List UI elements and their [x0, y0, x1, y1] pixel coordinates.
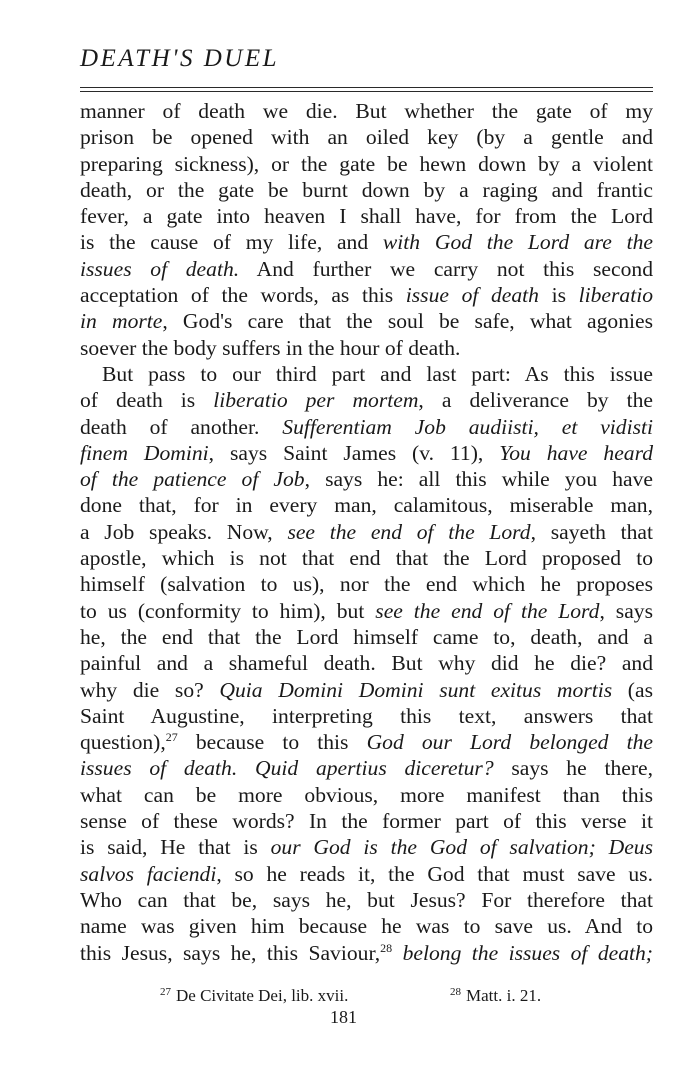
text-line: fever, a gate into heaven I shall have, for from the Lord [80, 204, 653, 229]
page-number: 181 [330, 1007, 357, 1027]
text-line: done that, for in every man, calamitous, miserable man, [80, 493, 653, 518]
footnote-28 [450, 986, 541, 1006]
running-head: DEATH'S DUEL [80, 45, 280, 72]
header-rule-bottom [80, 91, 653, 92]
body-text [80, 98, 653, 966]
text-line: of death is liberatio per mortem, a deliverance by the [80, 388, 653, 413]
footnote-27 [160, 986, 348, 1006]
text-line: he, the end that the Lord himself came to, death, and a [80, 624, 653, 649]
text-line: death, or the gate be burnt down by a raging and frantic [80, 177, 653, 202]
text-line: why die so? Quia Domini Domini sunt exitus mortis (as [80, 677, 653, 702]
text-line: soever the body suffers in the hour of death. [80, 335, 461, 360]
text-line: acceptation of the words, as this issue of death is liberatio [80, 283, 653, 308]
text-line: death of another. Sufferentiam Job audiisti, et vidisti [80, 414, 653, 439]
text-line: is said, He that is our God is the God of salvation; Deus [80, 835, 653, 860]
text-line: prison be opened with an oiled key (by a gentle and [80, 125, 653, 150]
text-line: preparing sickness), or the gate be hewn down by a violent [80, 151, 653, 176]
text-line: apostle, which is not that end that the Lord proposed to [80, 546, 653, 571]
text-line: name was given him because he was to save us. And to [80, 914, 653, 939]
text-line: is the cause of my life, and with God the Lord are the [80, 230, 653, 255]
text-line: in morte, God's care that the soul be safe, what agonies [80, 309, 653, 334]
text-line: Who can that be, says he, but Jesus? For therefore that [80, 887, 653, 912]
footnote-ref-28[interactable]: 28 [380, 940, 393, 955]
footnote-text: De Civitate Dei, lib. xvii. [176, 986, 349, 1005]
text-line: issues of death. Quid apertius diceretur? says he there, [80, 756, 653, 781]
text-line: what can be more obvious, more manifest than this [80, 782, 653, 807]
header-rule-top [80, 87, 653, 88]
text-line: of the patience of Job, says he: all this while you have [80, 467, 653, 492]
text-line: a Job speaks. Now, see the end of the Lord, sayeth that [80, 519, 653, 544]
text-line: salvos faciendi, so he reads it, the God that must save us. [80, 861, 653, 886]
text-line: painful and a shameful death. But why did he die? and [80, 651, 653, 676]
text-line: question),$^{27}$ because to this God our Lord belonged the [80, 730, 653, 755]
text-line: manner of death we die. But whether the gate of my [80, 99, 653, 123]
text-line: Saint Augustine, interpreting this text, answers that [80, 703, 653, 728]
footnote-text: Matt. i. 21. [466, 986, 542, 1005]
text-line: this Jesus, says he, this Saviour,$^{28}$ belong the issues of death; [80, 940, 653, 965]
text-line: sense of these words? In the former part of this verse it [80, 809, 653, 834]
text-line: But pass to our third part and last part: As this issue [102, 361, 653, 386]
footnote-mark: 27 [160, 986, 171, 998]
text-line: finem Domini, says Saint James (v. 11), You have heard [80, 440, 653, 465]
text-line: issues of death. And further we carry not this second [80, 256, 653, 281]
text-line: himself (salvation to us), nor the end which he proposes [80, 572, 653, 597]
text-line: to us (conformity to him), but see the end of the Lord, says [80, 598, 653, 623]
footnote-ref-27[interactable]: 27 [165, 730, 178, 745]
footnote-mark: 28 [450, 986, 461, 998]
